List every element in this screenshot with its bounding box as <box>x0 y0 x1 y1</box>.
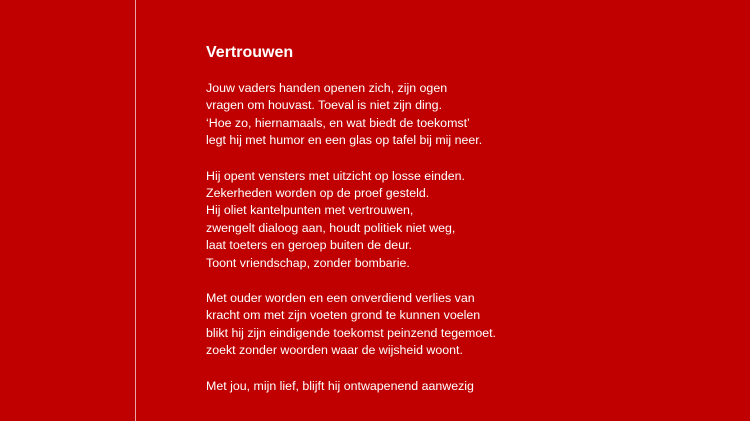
poem-line: Jouw vaders handen openen zich, zijn ogen <box>206 81 448 95</box>
stanza-2 <box>206 168 726 272</box>
poem-line: Hij oliet kantelpunten met vertrouwen, <box>206 203 414 218</box>
poem-line: ‘Hoe zo, hiernamaals, en wat biedt de toekomst’ <box>206 115 470 130</box>
poem-line: zwengelt dialoog aan, houdt politiek niet weg, <box>206 220 456 235</box>
poem-line: kracht om met zijn voeten grond te kunnen voelen <box>206 308 481 323</box>
poem-line: Met ouder worden en een onverdiend verlies van <box>206 291 475 306</box>
poem-title: Vertrouwen <box>206 44 294 61</box>
poem-line: Toont vriendschap, zonder bombarie. <box>206 255 410 270</box>
poem-line: Met jou, mijn lief, blijft hij ontwapenend aanwezig <box>206 378 474 393</box>
poem-line: laat toeters en geroep buiten de deur. <box>206 238 412 253</box>
poem-line: Hij opent vensters met uitzicht op losse einden. <box>206 168 465 183</box>
stanza-3 <box>206 290 726 360</box>
poem-line: vragen om houvast. Toeval is niet zijn ding. <box>206 98 443 113</box>
vertical-divider <box>135 0 136 421</box>
poem-line: zoekt zonder woorden waar de wijsheid woont. <box>206 343 463 358</box>
poem <box>206 42 726 413</box>
poem-line: blikt hij zijn eindigende toekomst peinzend tegemoet. <box>206 325 496 340</box>
poem-line: legt hij met humor en een glas op tafel bij mij neer. <box>206 133 483 148</box>
poem-line: Zekerheden worden op de proef gesteld. <box>206 186 430 201</box>
stanza-4 <box>206 378 726 395</box>
stanza-1 <box>206 80 726 150</box>
